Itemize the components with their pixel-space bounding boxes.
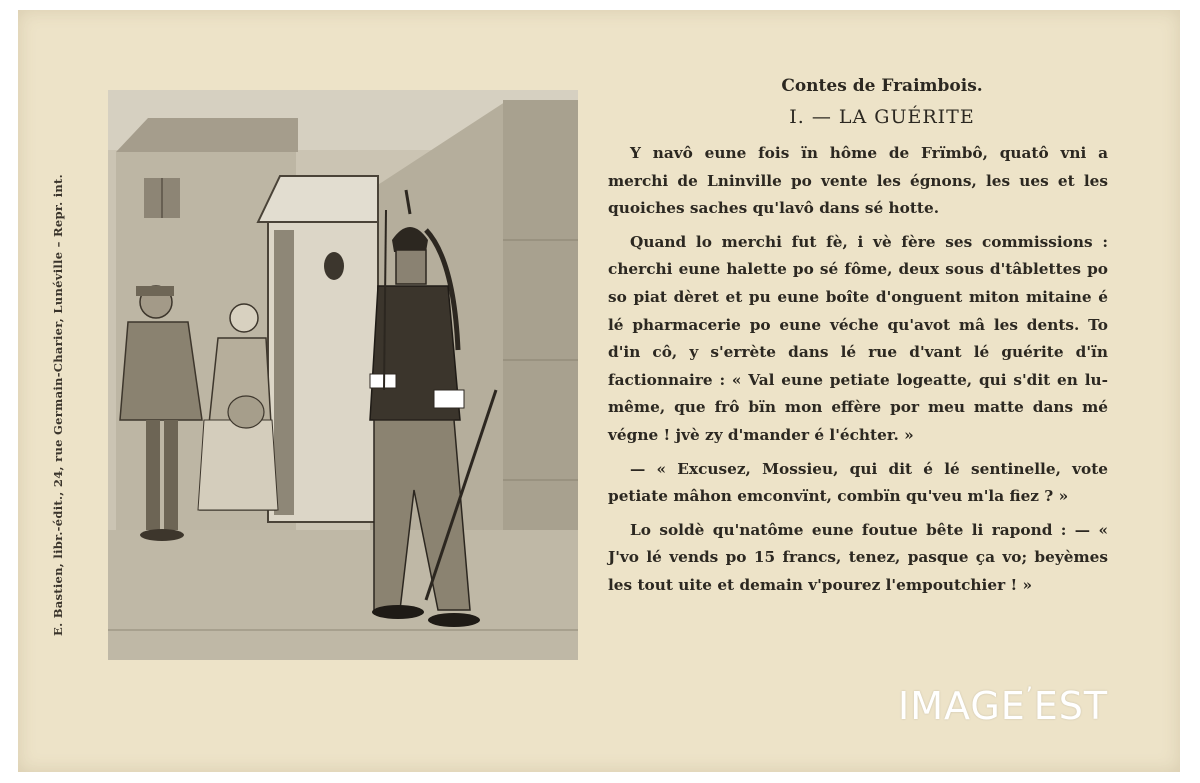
story-text (608, 76, 1108, 606)
watermark-part-1: IMAGE (898, 684, 1026, 728)
watermark-part-2: EST (1033, 684, 1109, 728)
paragraph-4: Lo soldè qu'natôme eune foutue bête li rapond : — « J'vo lé vends po 15 francs, tenez, pasque ça vo; beyèmes les tout uite et demain v'pourez l'empoutchier ! » (608, 520, 1108, 594)
watermark-apostrophe-icon: ’ (1025, 684, 1034, 709)
illustration-sentry-box (108, 90, 578, 660)
paragraph-3: — « Excusez, Mossieu, qui dit é lé sentinelle, vote petiate mâhon emconvïnt, combïn qu'veu m'la fiez ? » (608, 459, 1108, 506)
paragraph-1: Y navô eune fois ïn hôme de Frïmbô, quatô vni a merchi de Lninville po vente les égnons, les ues et les quoiches saches qu'lavô dans sé hotte. (608, 144, 1108, 218)
series-title: Contes de Fraimbois. (781, 76, 983, 96)
publisher-imprint: E. Bastien, libr.-édit., 24, rue Germain-Charier, Lunéville – Repr. int. (51, 174, 65, 636)
paragraph-2: Quand lo merchi fut fè, i vè fère ses commissions : cherchi eune halette po sé fôme, deux sous d'tâblettes po so piat dèret et pu eune boîte d'onguent miton mitaine é lé pharmacerie po eune véche qu'avot mâ les dents. To d'in cô, y s'errète dans lé rue d'vant lé guérite d'ïn factionnaire : « Val eune petiate logeatte, qui s'dit en lu-même, que frô bïn mon effère por meu matte dans mé végne ! jvè zy d'mander é l'échter. » (608, 232, 1108, 444)
postcard (18, 10, 1180, 772)
image-est-watermark (898, 684, 1108, 728)
story-title: I. — LA GUÉRITE (789, 106, 975, 128)
